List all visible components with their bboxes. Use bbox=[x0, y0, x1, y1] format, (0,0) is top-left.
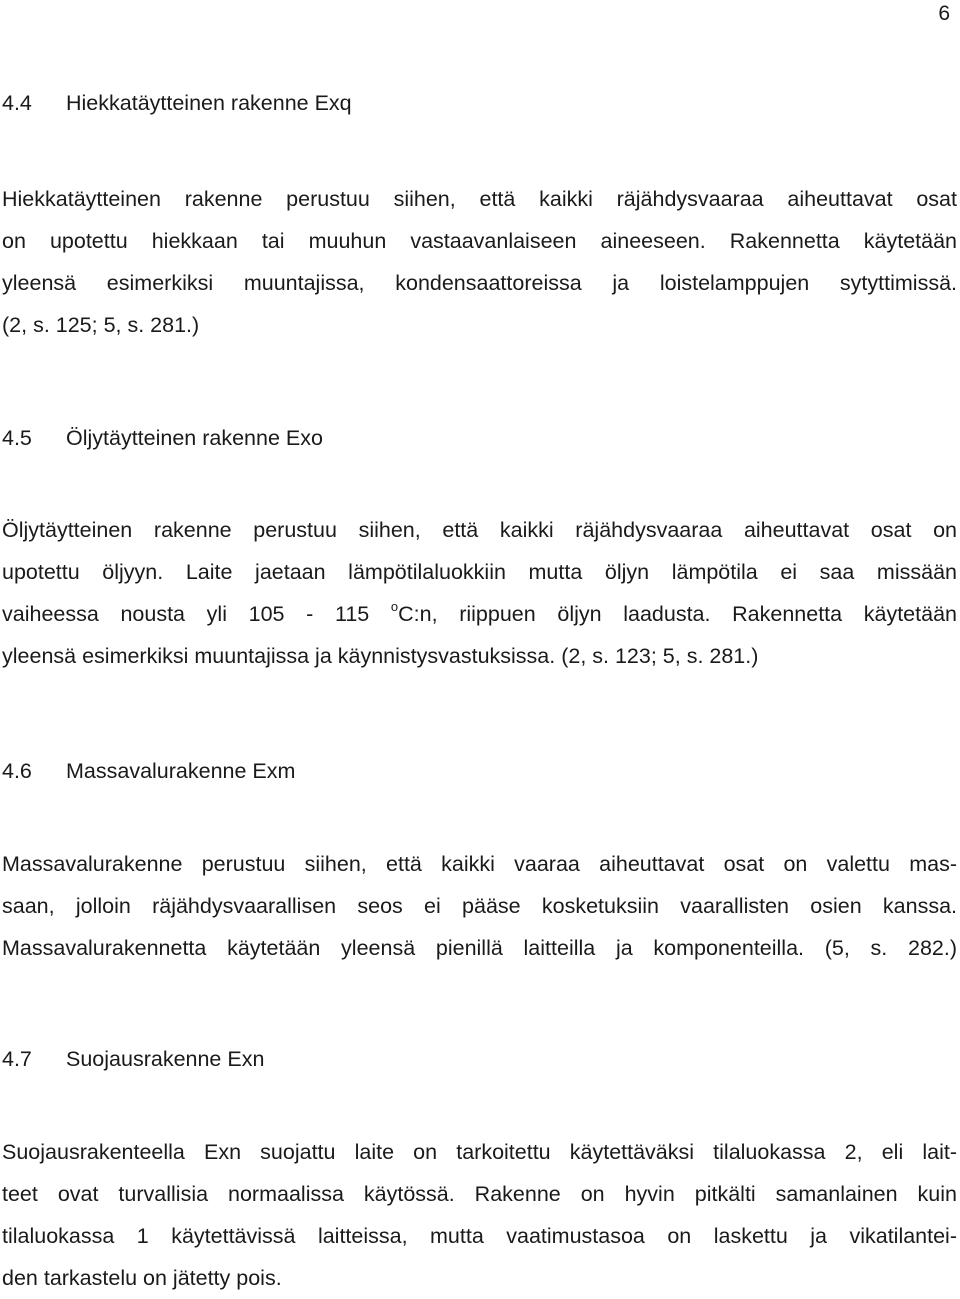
section-body-4-4 bbox=[2, 178, 957, 346]
section-heading-4-4 bbox=[2, 91, 352, 116]
text-fragment: vaiheessa nousta yli 105 - 115 bbox=[2, 602, 391, 626]
section-title: Suojausrakenne Exn bbox=[66, 1047, 265, 1071]
text-fragment: C:n, riippuen öljyn laadusta. Rakennetta käytetään bbox=[398, 602, 957, 626]
text-line: Massavalurakennetta käytetään yleensä pienillä laitteilla ja komponenteilla. (5, s. 282.) bbox=[2, 936, 957, 960]
section-number: 4.7 bbox=[2, 1047, 32, 1071]
text-line: saan, jolloin räjähdysvaarallisen seos ei pääse kosketuksiin vaarallisten osien kanssa. bbox=[2, 894, 957, 918]
section-title: Massavalurakenne Exm bbox=[66, 759, 296, 783]
section-heading-4-5 bbox=[2, 426, 323, 451]
section-body-4-7 bbox=[2, 1131, 957, 1299]
text-line: teet ovat turvallisia normaalissa käytössä. Rakenne on hyvin pitkälti samanlainen kuin bbox=[2, 1182, 957, 1206]
section-heading-4-7 bbox=[2, 1047, 264, 1072]
section-number: 4.4 bbox=[2, 91, 32, 115]
page-number: 6 bbox=[938, 2, 950, 25]
section-heading-4-6 bbox=[2, 759, 295, 784]
section-body-4-6 bbox=[2, 843, 957, 969]
text-line: yleensä esimerkiksi muuntajissa, kondensaattoreissa ja loistelamppujen sytyttimissä. bbox=[2, 271, 957, 295]
text-line: (2, s. 125; 5, s. 281.) bbox=[2, 313, 200, 337]
text-line: Hiekkatäytteinen rakenne perustuu siihen, että kaikki räjähdysvaaraa aiheuttavat osat bbox=[2, 187, 957, 211]
section-number: 4.5 bbox=[2, 426, 32, 450]
text-line: den tarkastelu on jätetty pois. bbox=[2, 1266, 282, 1290]
text-line: Öljytäytteinen rakenne perustuu siihen, että kaikki räjähdysvaaraa aiheuttavat osat on bbox=[2, 518, 957, 542]
text-line-with-superscript bbox=[2, 593, 957, 635]
section-number: 4.6 bbox=[2, 759, 32, 783]
text-line: Suojausrakenteella Exn suojattu laite on tarkoitettu käytettäväksi tilaluokassa 2, eli lait- bbox=[2, 1140, 957, 1164]
section-title: Öljytäytteinen rakenne Exo bbox=[66, 426, 323, 450]
section-title: Hiekkatäytteinen rakenne Exq bbox=[66, 91, 352, 115]
text-line: on upotettu hiekkaan tai muuhun vastaavanlaiseen aineeseen. Rakennetta käytetään bbox=[2, 229, 957, 253]
degree-superscript: o bbox=[390, 599, 399, 614]
section-body-4-5 bbox=[2, 509, 957, 677]
text-line: upotettu öljyyn. Laite jaetaan lämpötilaluokkiin mutta öljyn lämpötila ei saa missään bbox=[2, 560, 957, 584]
text-line: Massavalurakenne perustuu siihen, että kaikki vaaraa aiheuttavat osat on valettu mas- bbox=[2, 852, 957, 876]
text-line: yleensä esimerkiksi muuntajissa ja käynnistysvastuksissa. (2, s. 123; 5, s. 281.) bbox=[2, 644, 759, 668]
text-line: tilaluokassa 1 käytettävissä laitteissa, mutta vaatimustasoa on laskettu ja vikatilantei- bbox=[2, 1224, 957, 1248]
